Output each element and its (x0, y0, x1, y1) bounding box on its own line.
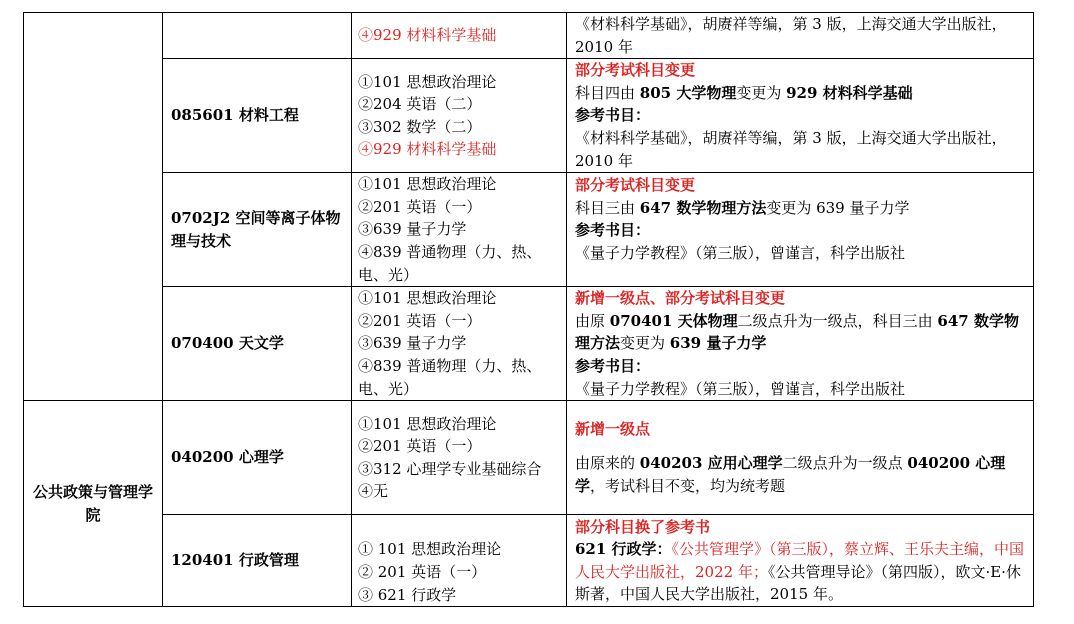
reference-text: 《量子力学教程》（第三版），曾谨言，科学出版社 (575, 243, 906, 262)
table-row (24, 59, 1034, 173)
subject-item: ①101 思想政治理论 (358, 289, 497, 308)
subject-item: ②201 英语（一） (358, 311, 482, 330)
subject-item: ③639 量子力学 (358, 220, 467, 239)
reference-text: 《材料科学基础》，胡赓祥等编，第 3 版，上海交通大学出版社，2010 年 (575, 128, 1007, 170)
reference-label: 参考书目： (575, 356, 651, 375)
notes-cell (567, 13, 1034, 59)
program-table (23, 12, 1034, 607)
major-name: 040200 心理学 (163, 401, 352, 515)
reference-text: 《材料科学基础》，胡赓祥等编，第 3 版，上海交通大学出版社，2010 年 (575, 15, 1007, 56)
notes-cell (567, 515, 1034, 607)
change-title: 新增一级点 (575, 419, 651, 438)
subject-item: ①101 思想政治理论 (358, 72, 497, 91)
subject-item: ④929 材料科学基础 (358, 26, 497, 45)
major-name: 120401 行政管理 (163, 515, 352, 607)
subject-item: ①101 思想政治理论 (358, 414, 497, 433)
subjects-cell (352, 13, 567, 59)
table-row (24, 13, 1034, 59)
table-row (24, 515, 1034, 607)
institution-name: 公共政策与管理学院 (24, 401, 163, 607)
reference-text: 《量子力学教程》（第三版），曾谨言，科学出版社 (575, 379, 906, 398)
subject-item: ① 101 思想政治理论 (358, 540, 502, 559)
subject-item: ④839 普通物理（力、热、电、光） (358, 242, 542, 284)
subject-item: ③639 量子力学 (358, 334, 467, 353)
notes-cell (567, 287, 1034, 401)
subjects-cell (352, 173, 567, 287)
table-row (24, 287, 1034, 401)
major-cell-empty (163, 13, 352, 59)
subject-item: ③312 心理学专业基础综合 (358, 459, 542, 478)
change-title: 部分考试科目变更 (575, 61, 696, 80)
notes-cell (567, 173, 1034, 287)
institution-cell-empty (24, 13, 163, 401)
subject-item: ②204 英语（二） (358, 95, 482, 114)
subject-item: ④无 (358, 482, 389, 501)
change-title: 新增一级点、部分考试科目变更 (575, 289, 786, 308)
subject-item: ②201 英语（一） (358, 197, 482, 216)
change-detail: 由原来的 040203 应用心理学二级点升为一级点 040200 心理学，考试科目不变，均为统考题 (575, 454, 1006, 495)
major-name: 085601 材料工程 (163, 59, 352, 173)
change-title: 部分科目换了参考书 (575, 517, 711, 536)
subject-item: ② 201 英语（一） (358, 563, 487, 581)
change-detail: 由原 070401 天体物理二级点升为一级点，科目三由 647 数学物理方法变更为 639 量子力学 (575, 311, 1019, 353)
subject-item: ③ 621 行政学 (358, 585, 457, 604)
major-name: 0702J2 空间等离子体物理与技术 (163, 173, 352, 287)
subjects-cell (352, 59, 567, 173)
subject-item: ②201 英语（一） (358, 437, 482, 456)
subject-item: ④839 普通物理（力、热、电、光） (358, 356, 542, 398)
reference-label: 参考书目： (575, 106, 651, 125)
subjects-cell (352, 515, 567, 607)
subject-item: ④929 材料科学基础 (358, 140, 497, 159)
subject-item: ①101 思想政治理论 (358, 175, 497, 194)
major-name: 070400 天文学 (163, 287, 352, 401)
change-detail: 科目四由 805 大学物理变更为 929 材料科学基础 (575, 83, 913, 102)
table-row (24, 401, 1034, 515)
table-row (24, 173, 1034, 287)
notes-cell (567, 401, 1034, 515)
reference-label: 参考书目： (575, 221, 651, 240)
notes-cell (567, 59, 1034, 173)
subjects-cell (352, 287, 567, 401)
subjects-cell (352, 401, 567, 515)
change-detail: 科目三由 647 数学物理方法变更为 639 量子力学 (575, 198, 910, 217)
change-detail: 621 行政学：《公共管理学》（第三版），蔡立辉、王乐夫主编，中国人民大学出版社，2022 年；《公共管理导论》（第四版），欧文·E·休斯著，中国人民大学出版社，2015 年。 (575, 540, 1025, 604)
subject-item: ③302 数学（二） (358, 117, 482, 136)
change-title: 部分考试科目变更 (575, 176, 696, 195)
